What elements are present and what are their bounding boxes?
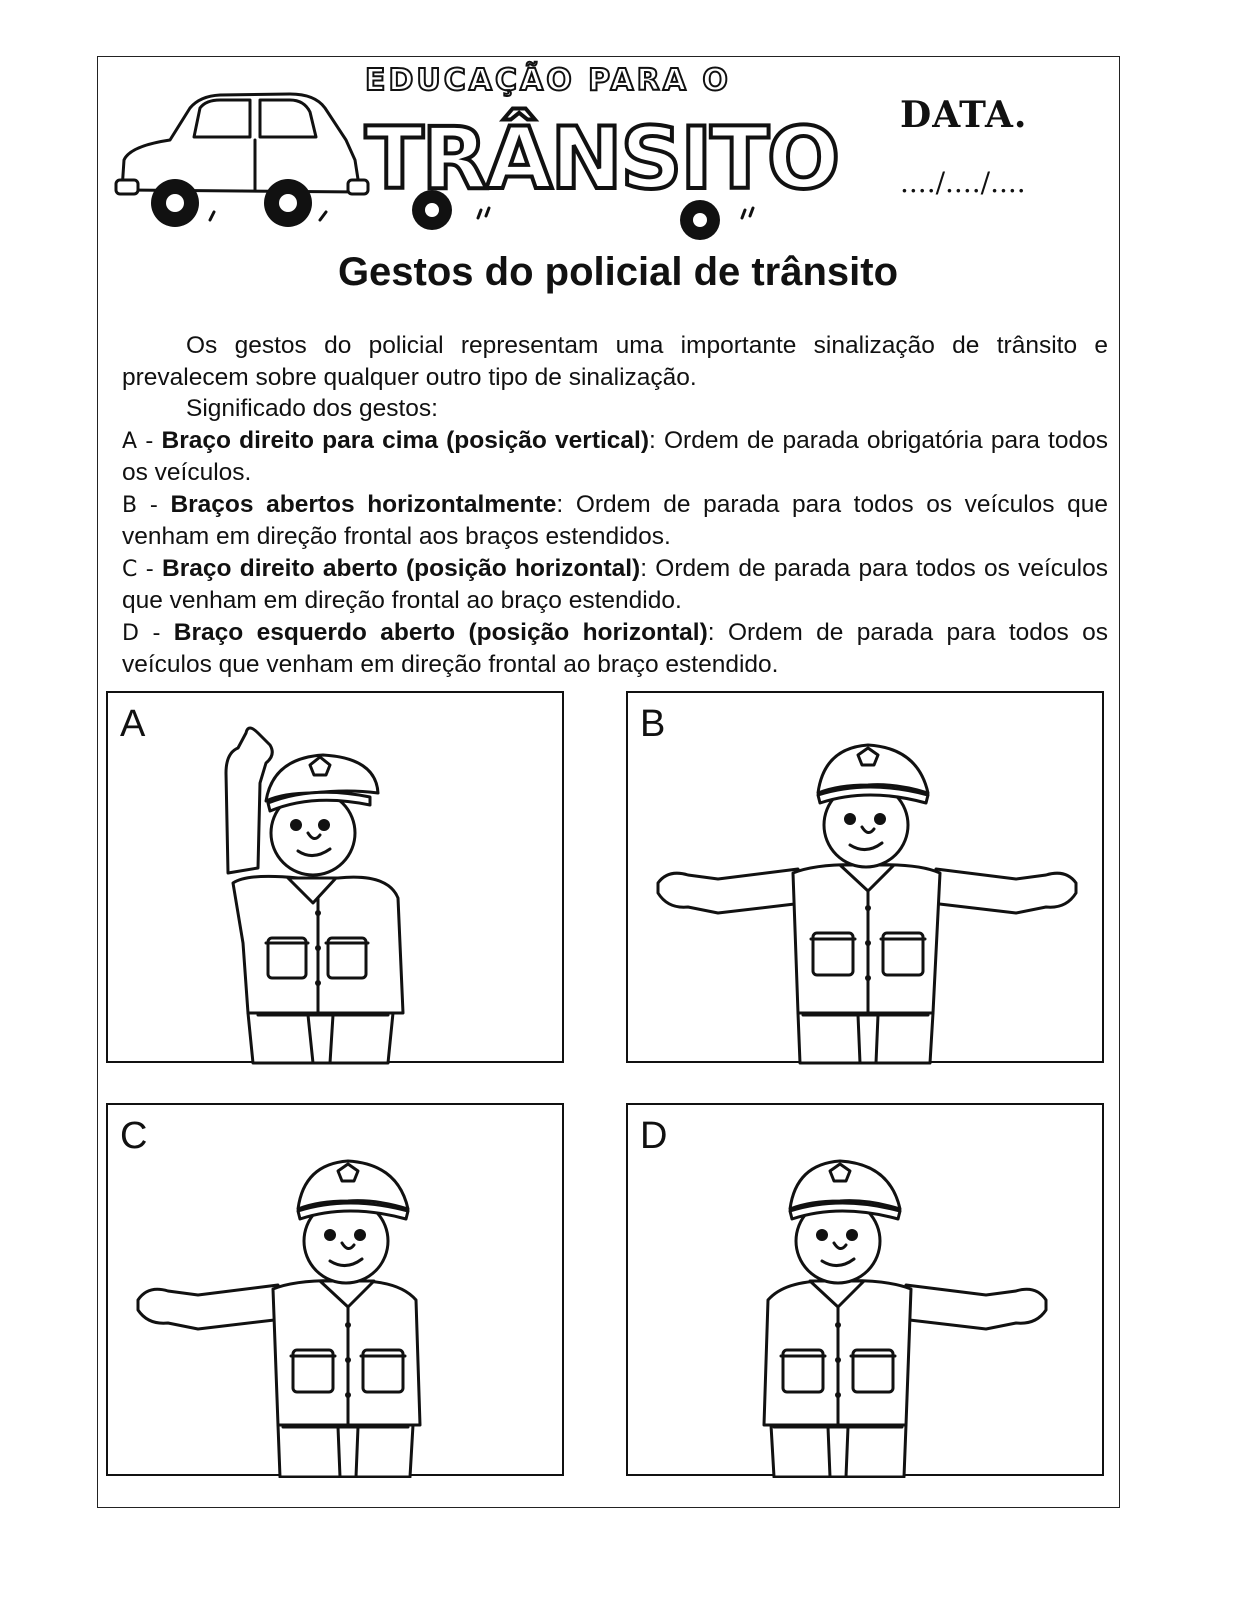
gesture-item-c: C - Braço direito aberto (posição horizontal): Ordem de parada para todos os veículos que venham em direção frontal ao braço estendido. (122, 554, 1108, 614)
banner-top-text: EDUCAÇÃO PARA O (365, 63, 731, 98)
meanings-heading: Significado dos gestos: (186, 395, 438, 422)
date-field (900, 94, 1100, 214)
panel-label-c: C (120, 1115, 148, 1157)
gesture-item-d: D - Braço esquerdo aberto (posição horizontal): Ordem de parada para todos os veículos que venham em direção frontal ao braço estendido. (122, 618, 1109, 678)
page-title: Gestos do policial de trânsito (337, 250, 899, 294)
police-officer-arm-up-illustration (108, 693, 566, 1065)
gesture-panel-d (626, 1103, 1104, 1476)
transit-banner (110, 60, 850, 240)
date-blank: ..../..../.... (900, 166, 1026, 199)
police-officer-right-arm-open-illustration (108, 1105, 566, 1478)
gesture-item-a: A - Braço direito para cima (posição vertical): Ordem de parada obrigatória para todos os veículos. (122, 426, 1108, 486)
banner-main-text: TRÂNSITO (365, 109, 839, 209)
panel-label-b: B (640, 703, 666, 745)
panel-label-d: D (640, 1115, 668, 1157)
gesture-panel-a (106, 691, 564, 1063)
intro-paragraph: Os gestos do policial representam uma importante sinalização de trânsito e prevalecem sobre qualquer outro tipo de sinalização. (122, 332, 1108, 391)
panel-label-a: A (120, 703, 146, 745)
body-text (122, 330, 1108, 681)
gesture-panel-c (106, 1103, 564, 1476)
police-officer-left-arm-open-illustration (628, 1105, 1106, 1478)
date-label: DATA. (900, 94, 1028, 136)
gesture-item-b: B - Braços abertos horizontalmente: Ordem de parada para todos os veículos que venham em direção frontal aos braços estendidos. (122, 490, 1109, 550)
gesture-panel-b (626, 691, 1104, 1063)
police-officer-arms-open-illustration (628, 693, 1106, 1065)
car-illustration (110, 60, 850, 240)
